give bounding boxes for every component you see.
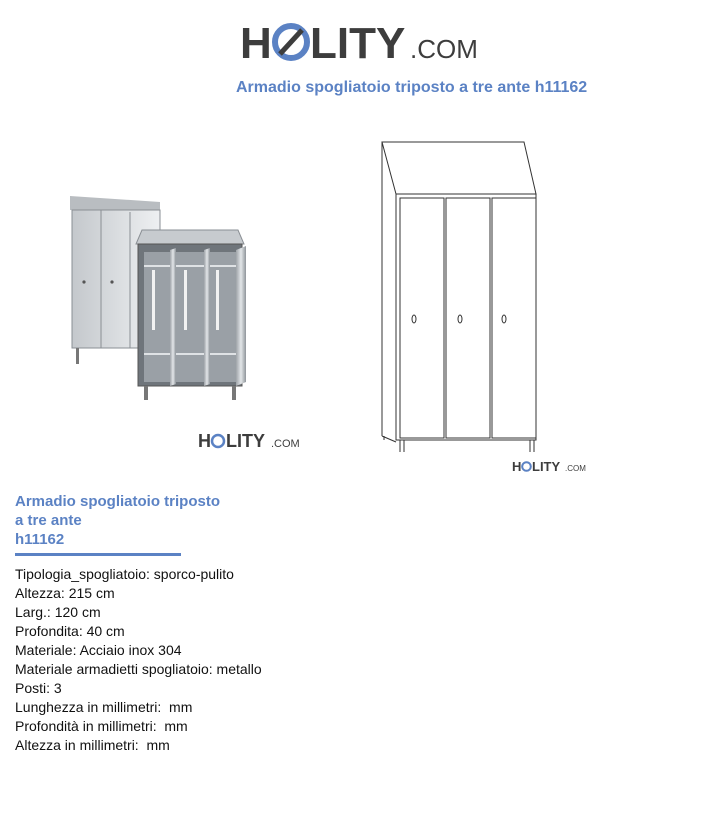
logo-suffix: .COM [410,34,478,64]
logo-circle-icon [275,26,307,58]
svg-text:.COM: .COM [271,438,300,450]
logo-circle-icon [522,462,531,471]
svg-text:H: H [512,459,522,474]
logo-wordmark: LITY [310,19,406,64]
svg-text:H: H [198,431,211,451]
spec-item: Altezza in millimetri: mm [15,737,170,753]
logo-circle-icon [212,435,224,447]
logo-letter-h: H [240,19,272,64]
product-photo[interactable] [60,188,270,410]
product-title-line: Armadio spogliatoio triposto [15,493,220,510]
photo-logo [198,430,308,457]
spec-item: Tipologia_spogliatoio: sporco-pulito [15,566,234,582]
product-title-line: a tre ante [15,512,82,529]
product-code: h11162 [15,531,65,548]
spec-item: Larg.: 120 cm [15,604,101,620]
svg-text:.COM: .COM [565,464,586,473]
drawing-logo [512,458,592,479]
spec-item: Lunghezza in millimetri: mm [15,699,193,715]
spec-item: Materiale: Acciaio inox 304 [15,642,182,658]
product-drawing[interactable] [374,136,550,458]
page-title: Armadio spogliatoio triposto a tre ante h11162 [236,79,588,96]
spec-list [15,565,262,755]
site-logo[interactable] [0,18,720,68]
svg-text:LITY: LITY [532,459,561,474]
spec-item: Materiale armadietti spogliatoio: metallo [15,661,262,677]
svg-text:LITY: LITY [226,431,265,451]
spec-item: Altezza: 215 cm [15,585,115,601]
spec-item: Profondità in millimetri: mm [15,718,188,734]
title-divider [15,553,181,556]
product-title [15,492,255,549]
spec-item: Profondita: 40 cm [15,623,125,639]
spec-item: Posti: 3 [15,680,62,696]
